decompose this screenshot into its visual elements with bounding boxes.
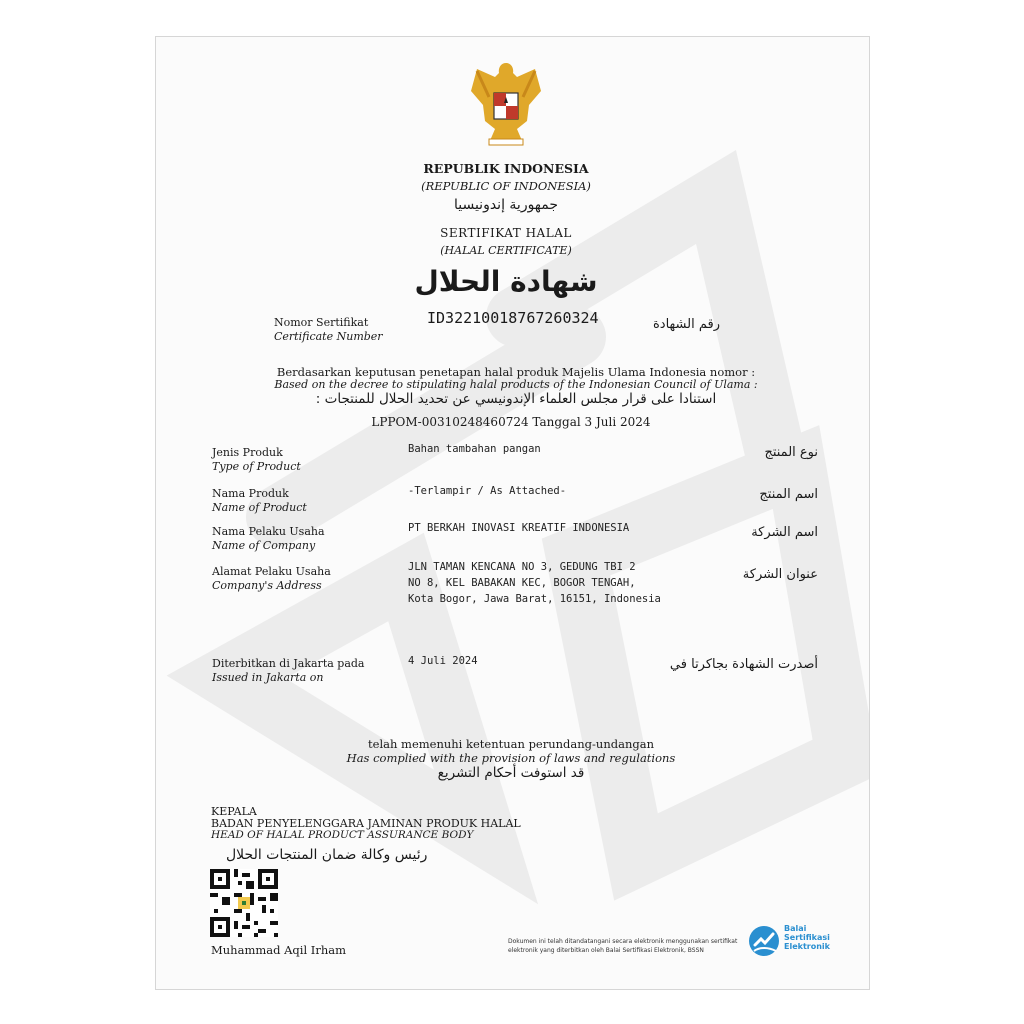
company-name-label: Nama Pelaku Usaha: [212, 525, 325, 538]
qr-code-icon: [210, 869, 278, 937]
company-address-line-1: JLN TAMAN KENCANA NO 3, GEDUNG TBI 2: [408, 561, 636, 573]
company-name-value: PT BERKAH INOVASI KREATIF INDONESIA: [408, 522, 630, 534]
bsre-logo-text-1: Balai: [784, 924, 807, 933]
signatory-title: KEPALA: [211, 805, 257, 818]
country-title-ar: جمهورية إندونيسيا: [453, 197, 559, 213]
product-name-value: -Terlampir / As Attached-: [408, 485, 567, 497]
product-name-label: Nama Produk: [212, 487, 289, 500]
country-title: REPUBLIK INDONESIA: [423, 161, 589, 176]
product-type-label: Jenis Produk: [212, 446, 283, 459]
garuda-emblem-icon: [465, 59, 547, 151]
certificate-number-label-ar: رقم الشهادة: [653, 317, 720, 332]
certificate-title-en: (HALAL CERTIFICATE): [440, 244, 572, 257]
product-name-label-en: Name of Product: [212, 501, 307, 514]
decree-reference: LPPOM-00310248460724 Tanggal 3 Juli 2024: [371, 415, 651, 429]
esign-note-line-2: elektronik yang diterbitkan oleh Balai Sertifikasi Elektronik, BSSN: [508, 947, 704, 954]
certificate-number: ID32210018767260324: [427, 309, 599, 327]
compliance-text: telah memenuhi ketentuan perundang-undangan: [368, 737, 654, 751]
company-address-label: Alamat Pelaku Usaha: [212, 565, 331, 578]
bsre-logo-text-3: Elektronik: [784, 942, 830, 951]
signatory-name: Muhammad Aqil Irham: [211, 943, 347, 957]
product-type-value: Bahan tambahan pangan: [408, 443, 541, 455]
certificate-title-ar: شهادة الحلال: [414, 265, 598, 298]
compliance-text-ar: قد استوفت أحكام التشريع: [437, 765, 585, 781]
certificate-number-label-en: Certificate Number: [274, 330, 383, 343]
company-address-label-en: Company's Address: [212, 579, 322, 592]
certificate-title: SERTIFIKAT HALAL: [440, 226, 572, 240]
bsre-logo-text-2: Sertifikasi: [784, 933, 830, 942]
signatory-title-ar: رئيس وكالة ضمان المنتجات الحلال: [226, 847, 428, 863]
decree-text-en: Based on the decree to stipulating halal products of the Indonesian Council of Ulama :: [274, 378, 758, 391]
company-address-line-2: NO 8, KEL BABAKAN KEC, BOGOR TENGAH,: [408, 577, 636, 589]
product-type-label-en: Type of Product: [212, 460, 301, 473]
company-name-label-ar: اسم الشركة: [751, 525, 818, 540]
product-name-label-ar: اسم المنتج: [759, 487, 818, 502]
signatory-title-en: HEAD OF HALAL PRODUCT ASSURANCE BODY: [211, 829, 474, 841]
decree-text: Berdasarkan keputusan penetapan halal produk Majelis Ulama Indonesia nomor :: [276, 365, 756, 379]
decree-text-ar: استنادا على قرار مجلس العلماء الإندونيسي عن تحديد الحلال للمنتجات :: [315, 391, 717, 407]
issued-label: Diterbitkan di Jakarta pada: [212, 657, 365, 670]
certificate-number-label: Nomor Sertifikat: [274, 316, 369, 329]
compliance-text-en: Has complied with the provision of laws and regulations: [346, 751, 676, 765]
company-address-label-ar: عنوان الشركة: [742, 567, 818, 582]
company-name-label-en: Name of Company: [212, 539, 316, 552]
signatory-body: BADAN PENYELENGGARA JAMINAN PRODUK HALAL: [211, 817, 521, 830]
country-title-en: (REPUBLIC OF INDONESIA): [421, 179, 591, 193]
certificate-paper: [155, 36, 870, 990]
esign-note-line-1: Dokumen ini telah ditandatangani secara elektronik menggunakan sertifikat: [508, 938, 738, 945]
product-type-label-ar: نوع المنتج: [764, 445, 818, 460]
issued-label-en: Issued in Jakarta on: [212, 671, 324, 684]
company-address-line-3: Kota Bogor, Jawa Barat, 16151, Indonesia: [408, 593, 661, 605]
bsre-logo-icon: [746, 923, 782, 959]
issued-date: 4 Juli 2024: [408, 655, 478, 667]
issued-label-ar: أصدرت الشهادة بجاكرتا في: [669, 657, 818, 672]
